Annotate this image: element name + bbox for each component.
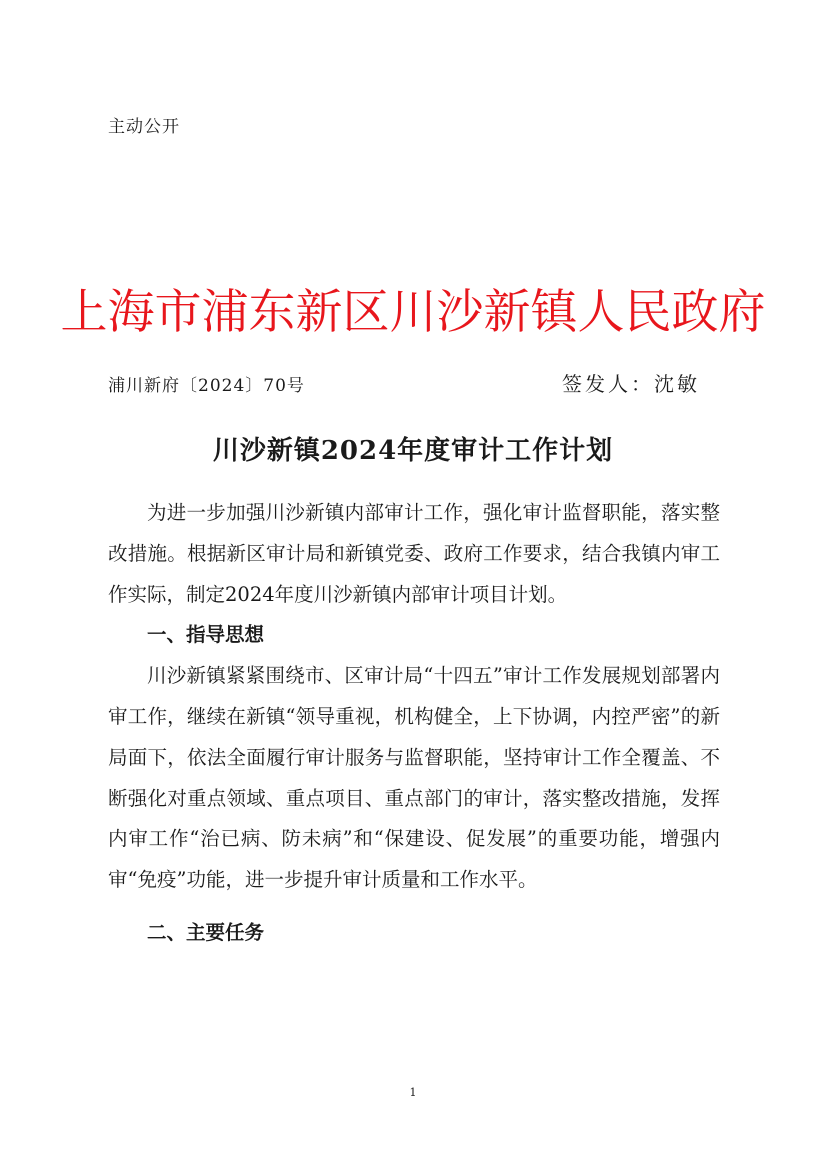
page-number: 1 [409, 1086, 417, 1099]
section-heading-main-tasks: 二、主要任务 [147, 920, 265, 944]
intro-paragraph: 为进一步加强川沙新镇内部审计工作，强化审计监督职能，落实整改措施。根据新区审计局和新镇党委、政府工作要求，结合我镇内审工作实际，制定2024年度川沙新镇内部审计项目计划。 [108, 501, 720, 606]
disclosure-label: 主动公开 [108, 117, 180, 137]
letterhead-title: 上海市浦东新区川沙新镇人民政府 [60, 285, 766, 340]
guiding-ideology-paragraph: 川沙新镇紧紧围绕市、区审计局“十四五”审计工作发展规划部署内审工作，继续在新镇“领导重视，机构健全，上下协调，内控严密”的新局面下，依法全面履行审计服务与监督职能，坚持审计工作全覆盖、不断强化对重点领域、重点项目、重点部门的审计，落实整改措施，发挥内审工作“治已病、防未病”和“保建设、促发展”的重要功能，增强内审“免疫”功能，进一步提升审计质量和工作水平。 [108, 664, 720, 892]
section-heading-guiding-ideology: 一、指导思想 [147, 623, 265, 647]
document-title: 川沙新镇2024年度审计工作计划 [212, 436, 614, 466]
document-number: 浦川新府〔2024〕70号 [108, 376, 305, 396]
document-body [108, 493, 720, 954]
issuer-signature: 签发人：沈敏 [562, 372, 700, 396]
